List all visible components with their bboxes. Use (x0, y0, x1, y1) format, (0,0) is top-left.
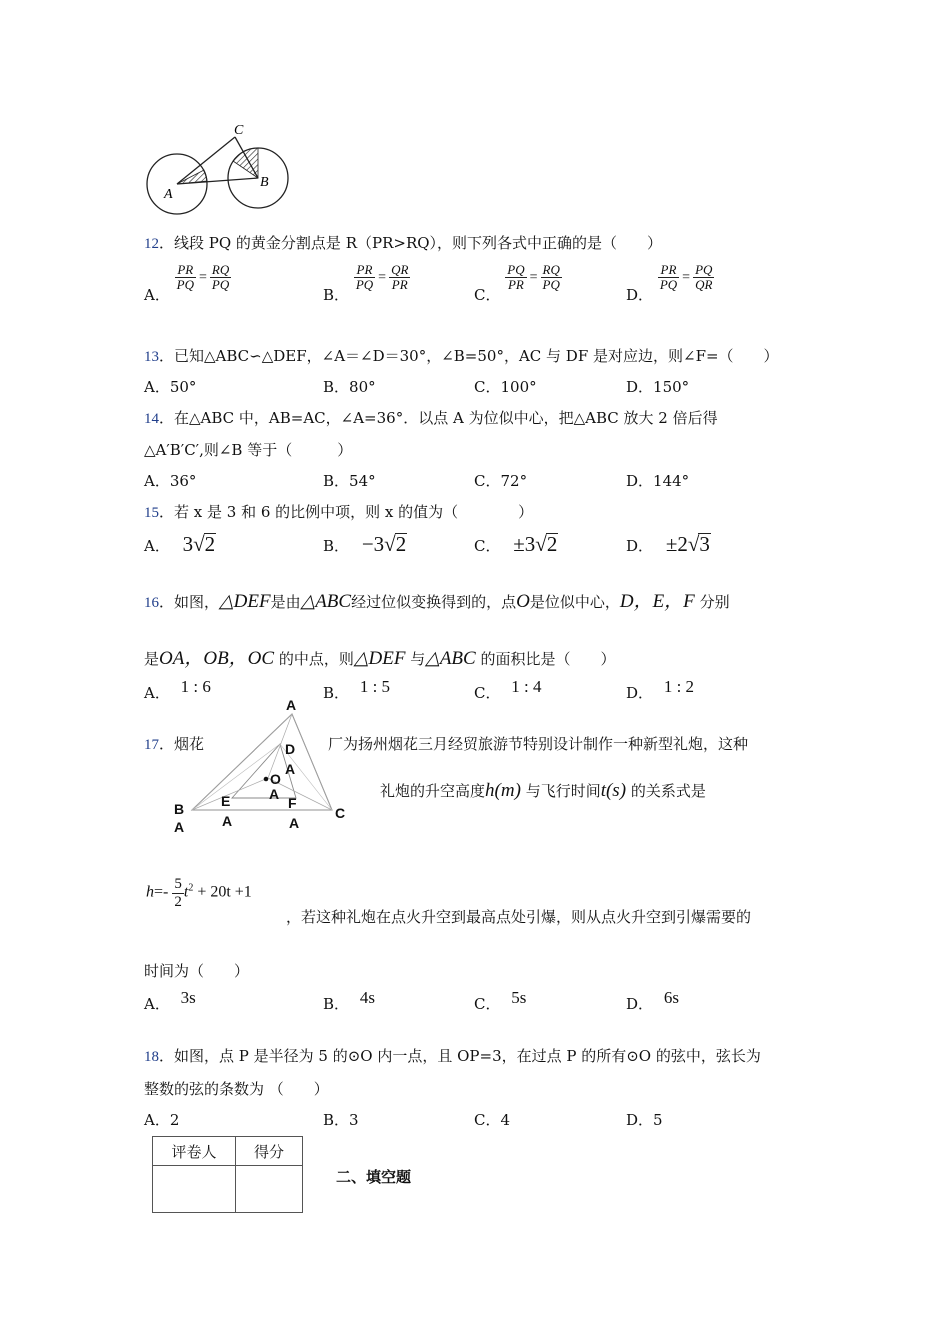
q13-option-a[interactable]: A．50° (144, 378, 197, 396)
question-12 (144, 232, 662, 253)
two-circles-figure (140, 118, 300, 223)
question-17-text: 厂为扬州烟花三月经贸旅游节特别设计制作一种新型礼炮，这种 (328, 735, 749, 753)
section-title: 二、填空题 (336, 1168, 412, 1186)
question-number: 17 (144, 737, 159, 753)
q17-option-d[interactable]: D． 6s (626, 988, 679, 1013)
score-header: 得分 (236, 1137, 303, 1166)
question-number: 16 (144, 595, 159, 611)
q18-option-a[interactable]: A．2 (144, 1111, 180, 1129)
label-a-d: A (285, 761, 296, 777)
homothety-triangle-figure (168, 692, 358, 842)
q16-option-a[interactable]: A． 1 : 6 (144, 677, 211, 702)
q17-option-b[interactable]: B． 4s (323, 988, 375, 1013)
label-b: B (174, 801, 185, 817)
height-formula: h=- $\frac{5}{2}$ $t^2 + 20t +1$ (146, 876, 252, 910)
question-number: 15 (144, 505, 159, 521)
question-number: 18 (144, 1049, 159, 1065)
q12-option-b[interactable]: B． $\frac{PR}{PQ}$ = $\frac{QR}{PR}$ (323, 262, 409, 304)
q17-option-c[interactable]: C． 5s (474, 988, 527, 1013)
question-stem: ．线段 PQ 的黄金分割点是 R（PR>RQ），则下列各式中正确的是（ ） (159, 234, 663, 252)
question-17: 17．烟花 (144, 735, 205, 753)
label-c: C (234, 123, 244, 138)
q14-option-d[interactable]: D．144° (626, 472, 690, 490)
label-o: O (270, 771, 281, 787)
question-18 (144, 1045, 761, 1066)
label-a-o: A (269, 786, 280, 802)
label-a-e: A (222, 813, 233, 829)
q15-option-a[interactable]: A． 3√2 (144, 532, 216, 556)
q13-option-b[interactable]: B．80° (323, 378, 376, 396)
q16-option-c[interactable]: C． 1 : 4 (474, 677, 542, 702)
q14-option-a[interactable]: A．36° (144, 472, 197, 490)
q14-option-c[interactable]: C．72° (474, 472, 528, 490)
q17-option-a[interactable]: A． 3s (144, 988, 196, 1013)
question-14-line2: △A′B′C′,则∠B 等于（ ） (144, 441, 353, 459)
question-16-line2: 是OA，OB，OC 的中点，则△DEF 与△ABC 的面积比是（ ） (144, 648, 616, 669)
question-18-line2: 整数的弦的条数为 （ ） (144, 1080, 329, 1098)
label-a-b: A (174, 819, 185, 835)
question-stem: ．已知△ABC∽△DEF，∠A＝∠D＝30°，∠B=50°，AC 与 DF 是对应边，则∠F=（ ） (159, 347, 779, 365)
grader-header: 评卷人 (153, 1137, 236, 1166)
q16-option-b[interactable]: B． 1 : 5 (323, 677, 391, 702)
q14-option-b[interactable]: B．54° (323, 472, 376, 490)
q12-option-a[interactable]: A． $\frac{PR}{PQ}$ = $\frac{RQ}{PQ}$ (144, 262, 230, 304)
q18-option-c[interactable]: C．4 (474, 1111, 511, 1129)
label-c: C (335, 805, 346, 821)
question-17-line4: 时间为（ ） (144, 962, 250, 980)
grader-table (152, 1136, 303, 1213)
q18-option-d[interactable]: D．5 (626, 1111, 663, 1129)
question-17-line2: 礼炮的升空高度h(m) 与飞行时间t(s) 的关系式是 (380, 780, 706, 801)
question-number: 14 (144, 411, 159, 427)
question-number: 13 (144, 349, 159, 365)
q15-option-b[interactable]: B． −3√2 (323, 532, 407, 556)
score-cell[interactable] (236, 1166, 303, 1213)
label-a: A (164, 187, 173, 202)
q12-option-d[interactable]: D． $\frac{PR}{PQ}$ = $\frac{PQ}{QR}$ (626, 262, 713, 304)
question-stem: ．如图，点 P 是半径为 5 的⊙O 内一点，且 OP=3，在过点 P 的所有⊙O 的弦中，弦长为 (159, 1047, 761, 1065)
q16-option-d[interactable]: D． 1 : 2 (626, 677, 695, 702)
question-17-line3: ，若这种礼炮在点火升空到最高点处引爆，则从点火升空到引爆需要的 (286, 908, 752, 926)
label-e: E (221, 793, 231, 809)
question-stem: ．若 x 是 3 和 6 的比例中项，则 x 的值为（ ） (159, 503, 534, 521)
q15-option-d[interactable]: D． ±2√3 (626, 532, 710, 556)
label-b: B (260, 175, 269, 190)
q13-option-c[interactable]: C．100° (474, 378, 537, 396)
label-a-top: A (286, 697, 297, 713)
question-number: 12 (144, 236, 159, 252)
question-13 (144, 345, 779, 366)
question-14 (144, 407, 718, 428)
label-d: D (285, 741, 296, 757)
question-16: 16．如图，△DEF是由△ABC经过位似变换得到的，点O是位似中心，D，E，F 分别 (144, 591, 730, 612)
q13-option-d[interactable]: D．150° (626, 378, 690, 396)
q15-option-c[interactable]: C． ±3√2 (474, 532, 558, 556)
question-stem: ．在△ABC 中，AB=AC，∠A=36°．以点 A 为位似中心，把△ABC 放大 2 倍后得 (159, 409, 718, 427)
q12-option-c[interactable]: C． $\frac{PQ}{PR}$ = $\frac{RQ}{PQ}$ (474, 262, 560, 304)
q18-option-b[interactable]: B．3 (323, 1111, 359, 1129)
label-a-f: A (289, 815, 300, 831)
label-f: F (288, 795, 297, 811)
grader-cell[interactable] (153, 1166, 236, 1213)
question-15 (144, 501, 533, 522)
